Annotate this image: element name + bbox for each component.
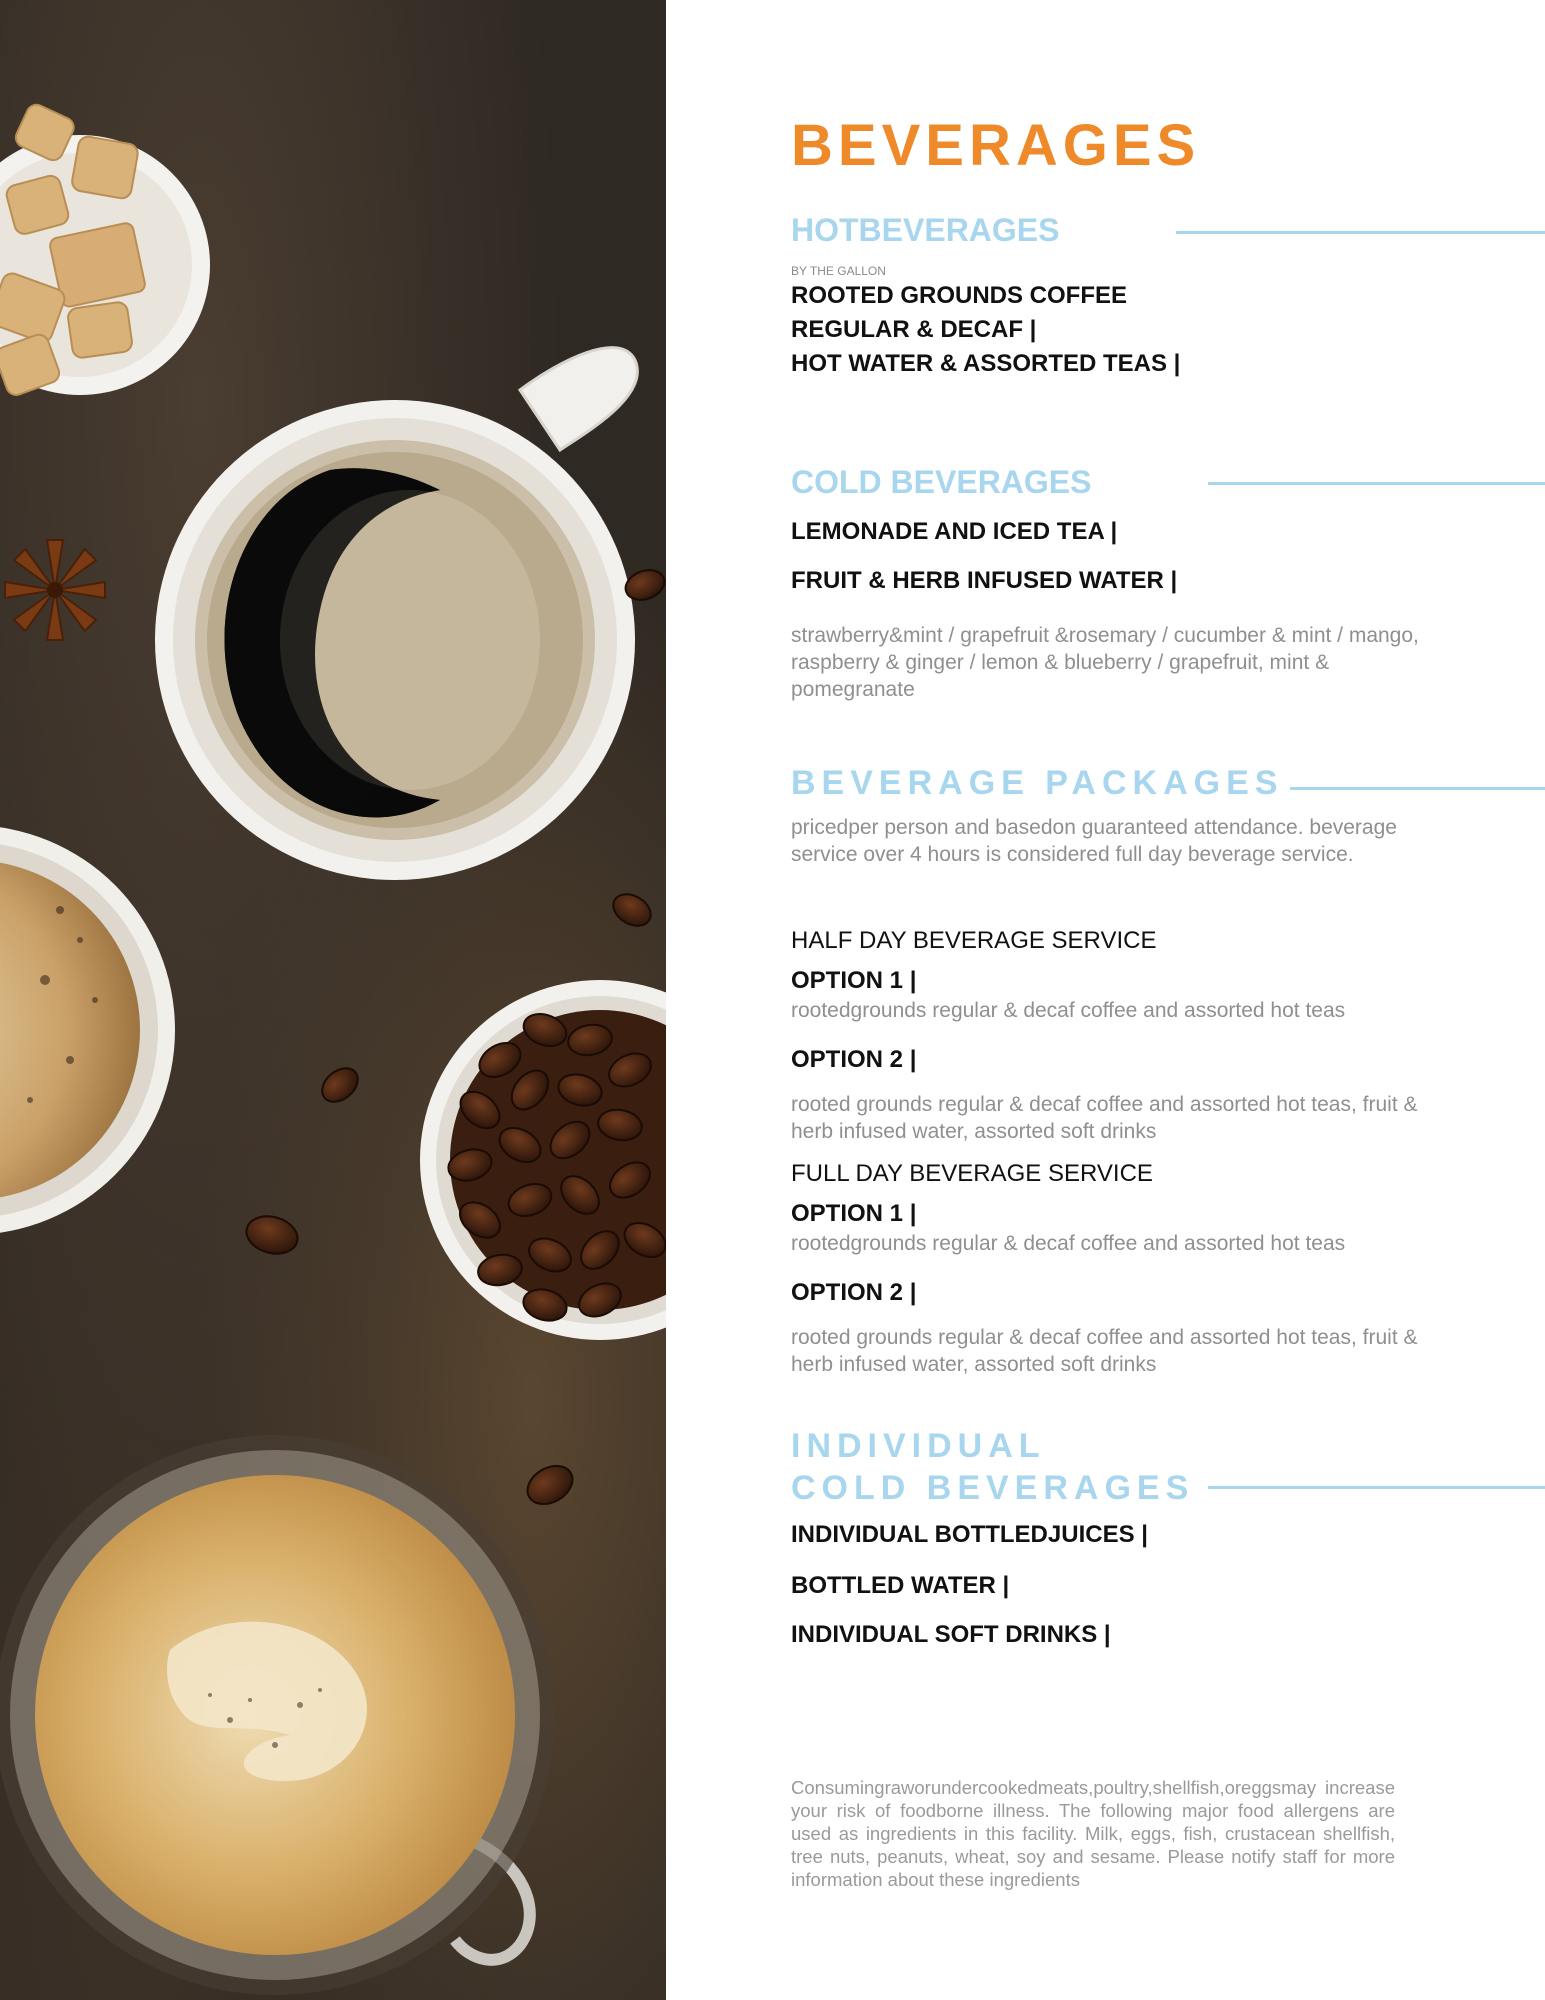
half-day-option-1: OPTION 1 | bbox=[791, 967, 917, 994]
coffee-bean-bowl bbox=[420, 980, 666, 1340]
coffee-photo-illustration bbox=[0, 0, 666, 2000]
hot-beverages-rule bbox=[1176, 231, 1545, 234]
latte-cup-left bbox=[0, 825, 175, 1235]
page-title: BEVERAGES bbox=[791, 113, 1201, 178]
half-day-option-1-desc: rootedgrounds regular & decaf coffee and assorted hot teas bbox=[791, 999, 1346, 1022]
packages-intro: pricedper person and basedon guaranteed attendance. beverage service over 4 hours is considered full day beverage service. bbox=[791, 816, 1397, 866]
list-item: REGULAR & DECAF | bbox=[791, 316, 1037, 343]
cold-beverages-heading: COLD BEVERAGES bbox=[791, 464, 1092, 500]
coffee-photo bbox=[0, 0, 666, 2000]
beverage-packages-heading: BEVERAGE PACKAGES bbox=[791, 764, 1284, 802]
list-item: BOTTLED WATER | bbox=[791, 1572, 1010, 1599]
individual-cold-rule bbox=[1208, 1486, 1545, 1489]
full-day-option-2-desc: rooted grounds regular & decaf coffee and assorted hot teas, fruit & herb infused water, assorted soft drinks bbox=[791, 1326, 1418, 1376]
allergen-disclaimer: Consumingraworundercookedmeats,poultry,shellfish,oreggsmay increase your risk of foodborne illness. The following major food allergens are used as ingredients in this facility. Milk, eggs, fish, crustacean shellfish, tree nuts, peanuts, wheat, soy and sesame. Please notify staff for more information about these ingredients bbox=[791, 1777, 1395, 1890]
infused-water-flavors: strawberry&mint / grapefruit &rosemary / cucumber & mint / mango, raspberry & ginger / lemon & blueberry / grapefruit, mint & pomegranate bbox=[791, 624, 1419, 701]
full-day-option-1-desc: rootedgrounds regular & decaf coffee and assorted hot teas bbox=[791, 1232, 1346, 1255]
half-day-label: HALF DAY BEVERAGE SERVICE bbox=[791, 927, 1157, 954]
full-day-option-1: OPTION 1 | bbox=[791, 1200, 917, 1227]
individual-heading-line-1: INDIVIDUAL bbox=[791, 1427, 1046, 1465]
individual-heading-line-2: COLD BEVERAGES bbox=[791, 1469, 1195, 1507]
individual-cold-heading bbox=[791, 1425, 1194, 1509]
half-day-option-2: OPTION 2 | bbox=[791, 1046, 917, 1073]
half-day-option-2-desc: rooted grounds regular & decaf coffee and assorted hot teas, fruit & herb infused water, assorted soft drinks bbox=[791, 1093, 1418, 1143]
hot-beverages-heading: HOTBEVERAGES bbox=[791, 212, 1060, 248]
full-day-label: FULL DAY BEVERAGE SERVICE bbox=[791, 1160, 1153, 1187]
sugar-bowl bbox=[0, 101, 210, 397]
cold-beverages-rule bbox=[1208, 482, 1545, 485]
black-coffee-cup bbox=[155, 348, 637, 880]
list-item: INDIVIDUAL BOTTLEDJUICES | bbox=[791, 1521, 1148, 1548]
hot-beverages-list bbox=[791, 279, 1180, 381]
list-item: LEMONADE AND ICED TEA | bbox=[791, 518, 1118, 545]
hot-beverages-note: BY THE GALLON bbox=[791, 264, 886, 278]
list-item: FRUIT & HERB INFUSED WATER | bbox=[791, 567, 1178, 594]
latte-glass-cup bbox=[0, 1435, 555, 1995]
star-anise bbox=[5, 540, 105, 640]
full-day-option-2: OPTION 2 | bbox=[791, 1279, 917, 1306]
list-item: INDIVIDUAL SOFT DRINKS | bbox=[791, 1621, 1111, 1648]
list-item: HOT WATER & ASSORTED TEAS | bbox=[791, 350, 1181, 377]
beverage-packages-rule bbox=[1290, 787, 1545, 790]
list-item: ROOTED GROUNDS COFFEE bbox=[791, 282, 1128, 309]
